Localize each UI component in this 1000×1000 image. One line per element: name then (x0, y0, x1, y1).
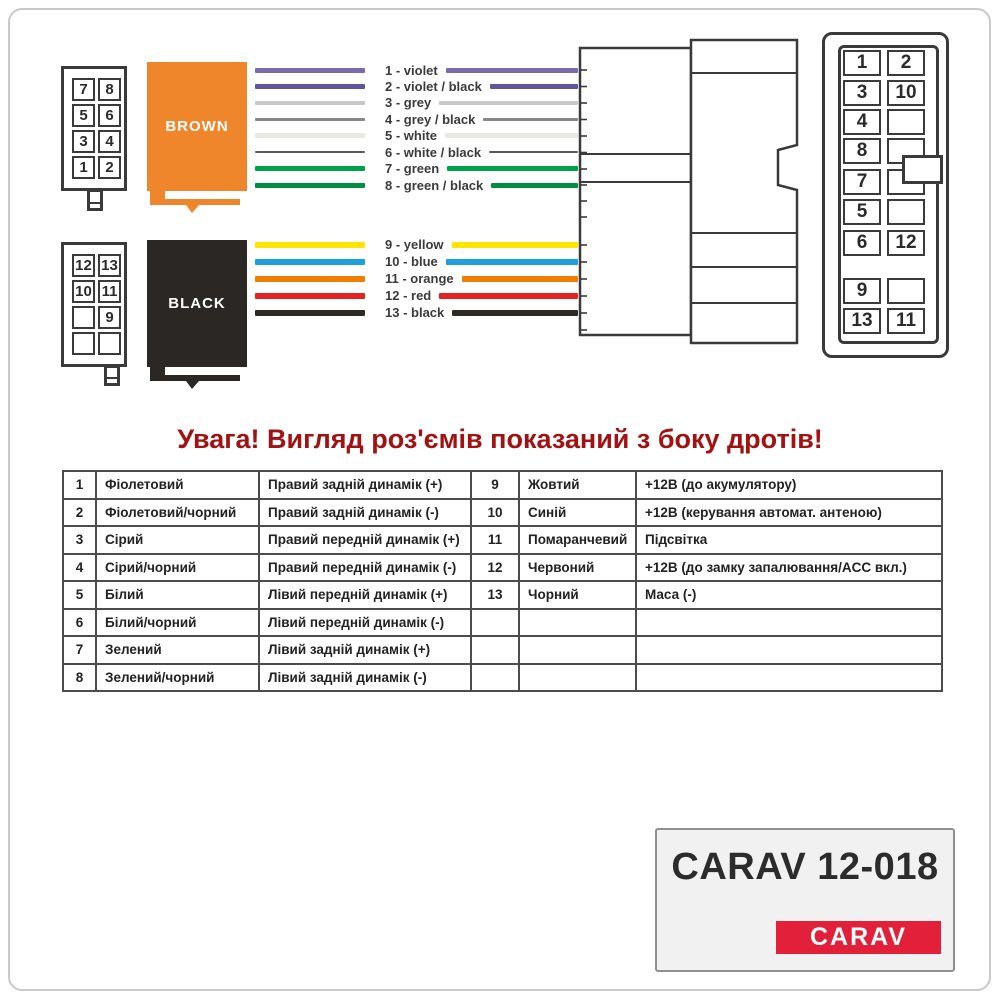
wire-segment (255, 84, 365, 89)
wire-segment (255, 293, 365, 299)
wire-label: 1 - violet (385, 62, 438, 78)
wire-row (255, 237, 578, 254)
pin-cell: 11 (98, 280, 121, 303)
wire-segment (439, 293, 578, 299)
pin-cell: 12 (72, 254, 95, 277)
pin-cell: 9 (98, 306, 121, 329)
pin-number (471, 664, 519, 692)
iso-pin-cell (887, 199, 925, 225)
wire-label: 11 - orange (385, 271, 454, 287)
table-row (63, 526, 942, 554)
wire-segment (452, 242, 578, 248)
wire-segment (483, 118, 578, 121)
wire-row (255, 270, 578, 287)
wire-color: Зелений/чорний (96, 664, 259, 692)
pin-number: 5 (63, 581, 96, 609)
wire-row (255, 62, 578, 78)
pin-number: 2 (63, 499, 96, 527)
wire-function: +12В (до замку запалювання/ACC вкл.) (636, 554, 942, 582)
wire-label: 8 - green / black (385, 177, 484, 193)
wire-segment (255, 118, 365, 121)
pin-number: 7 (63, 636, 96, 664)
pin-cell: 7 (72, 78, 95, 101)
wire-color: Червоний (519, 554, 636, 582)
wire-row (255, 253, 578, 270)
wire-row (255, 78, 578, 94)
wire-segment (491, 183, 578, 188)
table-row (63, 471, 942, 499)
wire-segment (462, 276, 578, 282)
wire-row (255, 128, 578, 144)
wire-segment (255, 151, 365, 153)
wire-segment (255, 183, 365, 188)
pin-cell: 2 (98, 156, 121, 179)
wire-label: 2 - violet / black (385, 78, 482, 94)
wire-segment (446, 259, 578, 265)
iso-plug-body-left (580, 48, 691, 335)
wire-color: Чорний (519, 581, 636, 609)
wire-segment (255, 133, 365, 138)
wire-segment (447, 166, 578, 171)
wire-function: Підсвітка (636, 526, 942, 554)
wire-function: Правий задній динамік (+) (259, 471, 471, 499)
wire-segment (255, 276, 365, 282)
iso-pin-cell: 6 (843, 230, 881, 256)
wire-function: Лівий передній динамік (+) (259, 581, 471, 609)
iso-pin-cell: 9 (843, 278, 881, 304)
wire-function: Лівий задній динамік (+) (259, 636, 471, 664)
wire-function: Лівий передній динамік (-) (259, 609, 471, 637)
wire-segment (255, 68, 365, 73)
wire-color: Помаранчевий (519, 526, 636, 554)
iso-key-tab (902, 155, 943, 184)
black-housing-foot (150, 366, 240, 389)
wire-function: Маса (-) (636, 581, 942, 609)
iso-pin-cell: 2 (887, 50, 925, 76)
wire-group-speakers (255, 62, 578, 194)
table-row (63, 609, 942, 637)
wire-label: 12 - red (385, 288, 432, 304)
wire-segment (490, 84, 578, 89)
wire-color (519, 636, 636, 664)
iso-pin-cell: 8 (843, 138, 881, 164)
wire-function (636, 664, 942, 692)
wire-color (519, 609, 636, 637)
pin-cell: 13 (98, 254, 121, 277)
pin-number: 1 (63, 471, 96, 499)
iso-pin-cell: 3 (843, 80, 881, 106)
pin-number: 4 (63, 554, 96, 582)
wire-color: Фіолетовий/чорний (96, 499, 259, 527)
model-number: CARAV 12-018 (671, 846, 939, 888)
wire-color: Синій (519, 499, 636, 527)
wire-label: 3 - grey (385, 95, 432, 111)
wire-function: Правий задній динамік (-) (259, 499, 471, 527)
wire-segment (452, 310, 578, 316)
wire-row (255, 144, 578, 160)
table-row (63, 499, 942, 527)
pin-cell: 3 (72, 130, 95, 153)
wire-segment (255, 101, 365, 105)
table-row (63, 554, 942, 582)
pin-cell: 8 (98, 78, 121, 101)
pin-cell: 10 (72, 280, 95, 303)
wire-function (636, 609, 942, 637)
wire-label: 13 - black (385, 305, 445, 320)
wire-color: Жовтий (519, 471, 636, 499)
wire-row (255, 95, 578, 111)
wire-segment (255, 242, 365, 248)
pin-number: 3 (63, 526, 96, 554)
wire-color: Фіолетовий (96, 471, 259, 499)
iso-pin-cell: 11 (887, 308, 925, 334)
wire-color: Білий (96, 581, 259, 609)
wire-segment (255, 310, 365, 316)
iso-pin-cell: 7 (843, 169, 881, 195)
brown-housing-label: BROWN (165, 118, 229, 135)
wire-function (636, 636, 942, 664)
model-box (655, 828, 955, 972)
wire-function: Лівий задній динамік (-) (259, 664, 471, 692)
wire-segment (255, 166, 365, 171)
pin-number: 8 (63, 664, 96, 692)
iso-pin-cell: 13 (843, 308, 881, 334)
wire-color: Сірий (96, 526, 259, 554)
wire-label: 6 - white / black (385, 144, 482, 160)
table-row (63, 664, 942, 692)
brand-logo-text: CARAV (809, 923, 908, 951)
pin-cell: 5 (72, 104, 95, 127)
wire-segment (255, 259, 365, 265)
iso-pin-cell: 4 (843, 109, 881, 135)
pin-number (471, 636, 519, 664)
wire-function: +12В (керування автомат. антеною) (636, 499, 942, 527)
wire-row (255, 160, 578, 176)
wire-segment (439, 101, 578, 105)
wire-label: 5 - white (385, 128, 438, 144)
brown-housing-foot (150, 190, 240, 213)
wire-color: Зелений (96, 636, 259, 664)
pin-number: 6 (63, 609, 96, 637)
wire-row (255, 287, 578, 304)
pin-number (471, 609, 519, 637)
iso-pin-cell: 12 (887, 230, 925, 256)
iso-pin-cell (887, 109, 925, 135)
pin-cell: 1 (72, 156, 95, 179)
pin-cell: 6 (98, 104, 121, 127)
pin-number: 11 (471, 526, 519, 554)
pinout-table (62, 470, 943, 692)
wire-color (519, 664, 636, 692)
table-row (63, 581, 942, 609)
wire-segment (445, 133, 578, 138)
pin-number: 10 (471, 499, 519, 527)
warning-heading: Увага! Вигляд роз'ємів показаний з боку дротів! (177, 424, 823, 454)
wire-segment (446, 68, 578, 73)
wire-row (255, 304, 578, 321)
brand-logo (776, 921, 941, 954)
iso-pin-cell: 5 (843, 199, 881, 225)
pin-number: 13 (471, 581, 519, 609)
wire-label: 10 - blue (385, 254, 438, 270)
wire-function: Правий передній динамік (-) (259, 554, 471, 582)
wire-function: +12В (до акумулятору) (636, 471, 942, 499)
wire-label: 4 - grey / black (385, 111, 476, 127)
pin-number: 9 (471, 471, 519, 499)
iso-plug-body-right (691, 40, 797, 343)
wire-label: 9 - yellow (385, 237, 444, 253)
pin-cell: 4 (98, 130, 121, 153)
wire-color: Білий/чорний (96, 609, 259, 637)
wire-group-power (255, 237, 578, 321)
black-housing-label: BLACK (168, 295, 226, 312)
wire-function: Правий передній динамік (+) (259, 526, 471, 554)
table-row (63, 636, 942, 664)
iso-pin-cell: 10 (887, 80, 925, 106)
iso-pin-cell (887, 278, 925, 304)
iso-connector-wire-view (822, 32, 949, 358)
wire-segment (489, 151, 578, 153)
pin-number: 12 (471, 554, 519, 582)
wire-row (255, 177, 578, 193)
wire-color: Сірий/чорний (96, 554, 259, 582)
wire-label: 7 - green (385, 161, 440, 177)
wire-row (255, 111, 578, 127)
iso-pin-cell: 1 (843, 50, 881, 76)
